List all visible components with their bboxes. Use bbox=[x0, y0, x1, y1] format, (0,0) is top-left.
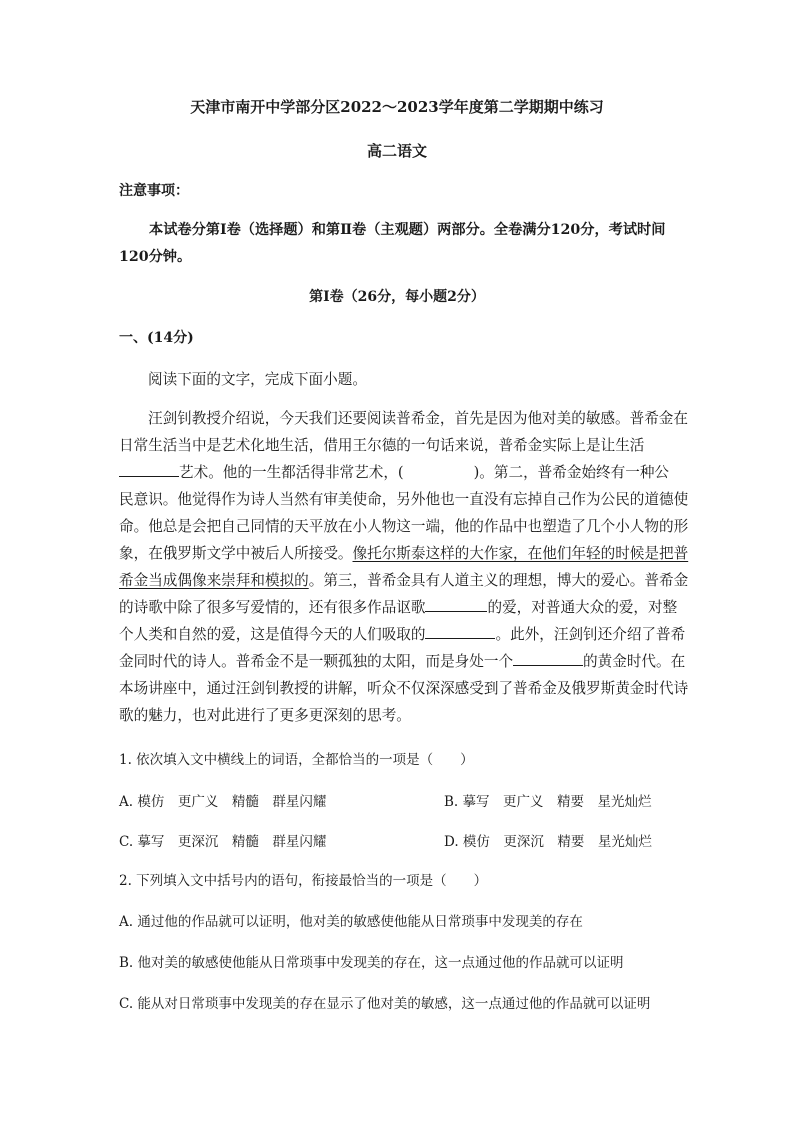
question-2-option-a[interactable]: A. 通过他的作品就可以证明，他对美的敏感使他能从日常琐事中发现美的存在 bbox=[119, 914, 583, 930]
passage-line-8-end: 的爱，对普通大众的爱，对整 bbox=[487, 599, 678, 616]
question-2-option-c[interactable]: C. 能从对日常琐事中发现美的存在显示了他对美的敏感，这一点通过他的作品就可以证明 bbox=[119, 996, 651, 1012]
section-heading: 第Ⅰ卷（26分，每小题2分） bbox=[309, 289, 485, 305]
passage-line-9-start: 个人类和自然的爱，这是值得今天的人们吸取的 bbox=[119, 626, 426, 643]
underlined-sentence-part-2: 希金当成偶像来崇拜和模拟的 bbox=[119, 572, 309, 589]
question-1-stem: 1. 依次填入文中横线上的词语，全都恰当的一项是（ ） bbox=[119, 752, 474, 768]
question-1-option-c[interactable]: C. 摹写 更深沉 精髓 群星闪耀 bbox=[119, 834, 327, 850]
fill-blank-3[interactable] bbox=[425, 624, 495, 639]
passage-line-3-end: )。第二，普希金始终有一种公 bbox=[473, 464, 670, 481]
passage-line-8 bbox=[119, 596, 677, 617]
passage-line-6 bbox=[119, 542, 688, 563]
reading-instruction: 阅读下面的文字，完成下面小题。 bbox=[148, 371, 367, 388]
question-1-option-a[interactable]: A. 模仿 更广义 精髓 群星闪耀 bbox=[119, 794, 327, 810]
question-1-option-d[interactable]: D. 模仿 更深沉 精要 星光灿烂 bbox=[444, 834, 652, 850]
passage-line-10 bbox=[119, 650, 685, 671]
notice-heading: 注意事项： bbox=[119, 183, 189, 199]
passage-line-12: 歌的魅力，也对此进行了更多更深刻的思考。 bbox=[119, 707, 411, 724]
passage-line-2: 日常生活当中是艺术化地生活，借用王尔德的一句话来说，普希金实际上是让生活 bbox=[119, 437, 645, 454]
exam-title: 天津市南开中学部分区2022～2023学年度第二学期期中练习 bbox=[190, 98, 604, 116]
passage-line-10-end: 的黄金时代。在 bbox=[583, 653, 686, 670]
question-2-option-b[interactable]: B. 他对美的敏感使他能从日常琐事中发现美的存在，这一点通过他的作品就可以证明 bbox=[119, 955, 624, 971]
passage-line-7-end: 。第三，普希金具有人道主义的理想，博大的爱心。普希金 bbox=[308, 572, 689, 589]
fill-blank-1[interactable] bbox=[119, 462, 179, 477]
notice-line-2: 120分钟。 bbox=[119, 249, 192, 265]
question-2-stem: 2. 下列填入文中括号内的语句，衔接最恰当的一项是（ ） bbox=[119, 873, 488, 889]
part-heading: 一、(14分) bbox=[119, 330, 194, 346]
passage-line-4: 民意识。他觉得作为诗人当然有审美使命，另外他也一直没有忘掉自己作为公民的道德使 bbox=[119, 491, 689, 508]
underlined-sentence-part-1: 像托尔斯泰这样的大作家，在他们年轻的时候是把普 bbox=[352, 545, 689, 562]
passage-line-7 bbox=[119, 569, 688, 590]
question-1-option-b[interactable]: B. 摹写 更广义 精要 星光灿烂 bbox=[444, 794, 652, 810]
passage-line-3-text: 艺术。他的一生都活得非常艺术，( bbox=[179, 464, 404, 481]
notice-line-1: 本试卷分第Ⅰ卷（选择题）和第Ⅱ卷（主观题）两部分。全卷满分120分，考试时间 bbox=[149, 222, 666, 238]
passage-line-8-start: 的诗歌中除了很多写爱情的，还有很多作品讴歌 bbox=[119, 599, 426, 616]
passage-line-11: 本场讲座中，通过汪剑钊教授的讲解，听众不仅深深感受到了普希金及俄罗斯黄金时代诗 bbox=[119, 680, 689, 697]
passage-line-6-start: 象，在俄罗斯文学中被后人所接受。 bbox=[119, 545, 353, 562]
fill-blank-4[interactable] bbox=[513, 651, 583, 666]
passage-line-3 bbox=[119, 461, 669, 482]
subject-title: 高二语文 bbox=[366, 142, 427, 160]
passage-line-1: 汪剑钊教授介绍说，今天我们还要阅读普希金，首先是因为他对美的敏感。普希金在 bbox=[148, 410, 688, 427]
fill-blank-2[interactable] bbox=[425, 597, 487, 612]
passage-line-9-end: 。此外，汪剑钊还介绍了普希 bbox=[495, 626, 686, 643]
passage-line-9 bbox=[119, 623, 685, 644]
passage-line-5: 命。他总是会把自己同情的天平放在小人物这一端，他的作品中也塑造了几个小人物的形 bbox=[119, 518, 689, 535]
passage-line-10-start: 金同时代的诗人。普希金不是一颗孤独的太阳，而是身处一个 bbox=[119, 653, 514, 670]
